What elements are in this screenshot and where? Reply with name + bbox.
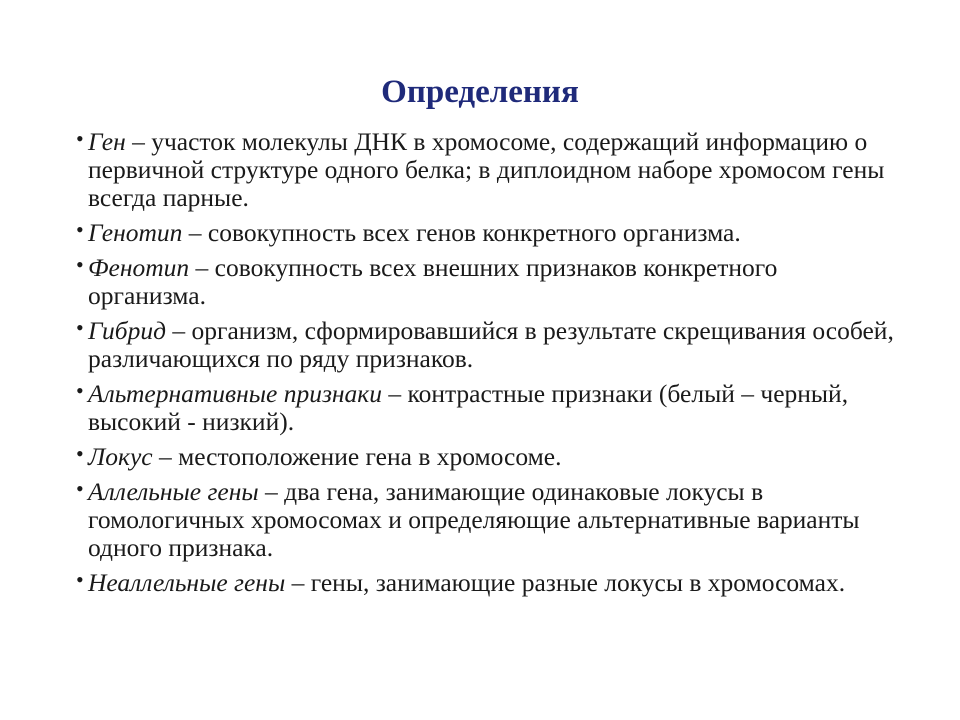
- definition-text: – совокупность всех внешних признаков конкретного организма.: [88, 253, 778, 310]
- definition-term: Аллельные гены: [88, 477, 259, 506]
- definition-term: Фенотип: [88, 253, 190, 282]
- definition-term: Ген: [88, 127, 126, 156]
- definition-term: Локус: [88, 442, 153, 471]
- definition-item: [76, 569, 896, 597]
- definition-term: Неаллельные гены: [88, 568, 286, 597]
- definition-text: – контрастные признаки (белый – черный, высокий - низкий).: [88, 379, 849, 436]
- bullet-icon: •: [76, 126, 84, 151]
- bullet-icon: •: [76, 252, 84, 277]
- bullet-icon: •: [76, 567, 84, 592]
- definition-term: Генотип: [88, 218, 183, 247]
- bullet-icon: •: [76, 217, 84, 242]
- slide-title: Определения: [381, 74, 579, 110]
- bullet-icon: •: [76, 315, 84, 340]
- definition-text: – совокупность всех генов конкретного организма.: [182, 218, 741, 247]
- bullet-icon: •: [76, 378, 84, 403]
- definitions-list: [76, 128, 896, 604]
- definition-term: Гибрид: [88, 316, 166, 345]
- definition-item: [76, 128, 896, 212]
- bullet-icon: •: [76, 441, 84, 466]
- definition-item: [76, 254, 896, 310]
- definition-term: Альтернативные признаки: [88, 379, 382, 408]
- definition-text: – организм, сформировавшийся в результате скрещивания особей, различающихся по ряду признаков.: [88, 316, 894, 373]
- definition-item: [76, 443, 896, 471]
- definition-text: – два гена, занимающие одинаковые локусы в гомологичных хромосомах и определяющие альтернативные варианты одного признака.: [88, 477, 860, 562]
- definition-text: – участок молекулы ДНК в хромосоме, содержащий информацию о первичной структуре одного белка; в диплоидном наборе хромосом гены всегда парные.: [88, 127, 885, 212]
- definition-item: [76, 380, 896, 436]
- definition-text: – гены, занимающие разные локусы в хромосомах.: [285, 568, 846, 597]
- definition-item: [76, 478, 896, 562]
- bullet-icon: •: [76, 476, 84, 501]
- definition-item: [76, 317, 896, 373]
- definition-item: [76, 219, 896, 247]
- definition-text: – местоположение гена в хромосоме.: [152, 442, 562, 471]
